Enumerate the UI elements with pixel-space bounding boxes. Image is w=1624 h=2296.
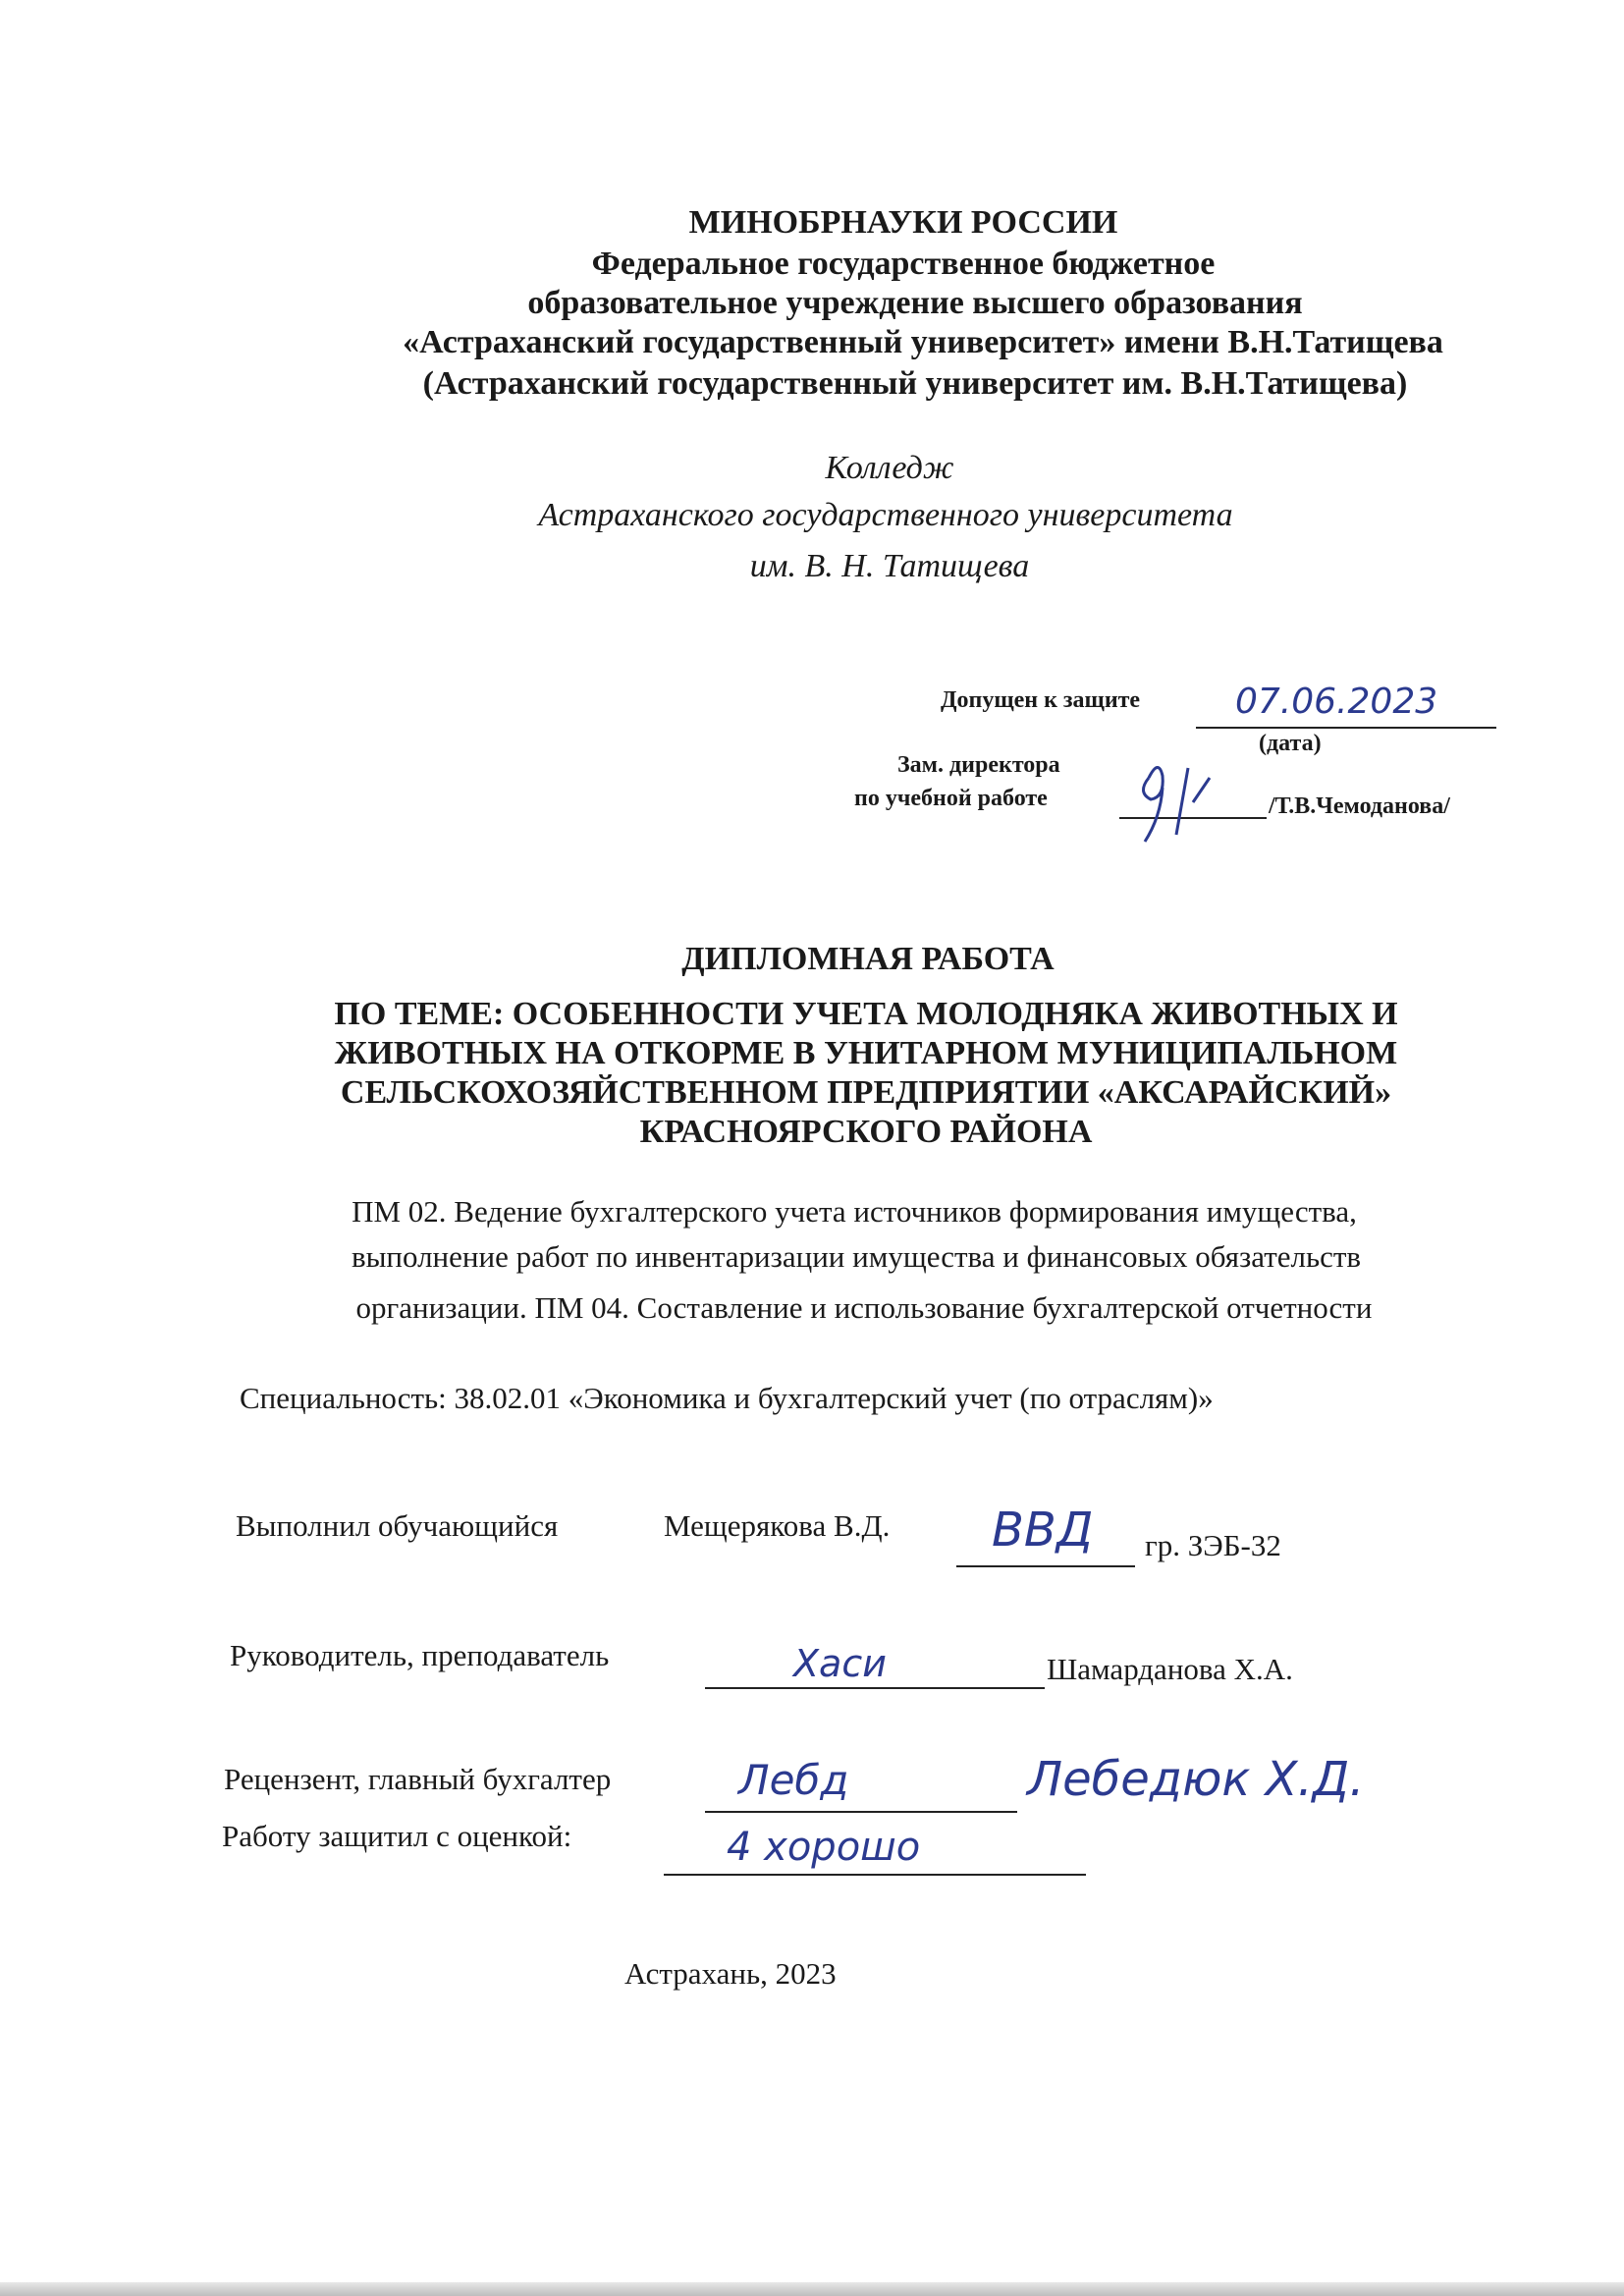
supervisor-name: Шамарданова Х.А. <box>1047 1652 1293 1686</box>
reviewer-handwritten-name: Лебедюк Х.Д. <box>1027 1752 1365 1807</box>
ministry-name: МИНОБРНАУКИ РОССИИ <box>688 204 1118 241</box>
topic-line-2: ЖИВОТНЫХ НА ОТКОРМЕ В УНИТАРНОМ МУНИЦИПАЛЬНОМ <box>334 1035 1398 1071</box>
org-line-3: «Астраханский государственный университет» имени В.Н.Татищева <box>403 324 1443 360</box>
pm-line-1: ПМ 02. Ведение бухгалтерского учета источников формирования имущества, <box>352 1194 1357 1229</box>
date-caption: (дата) <box>1259 731 1322 756</box>
specialty: Специальность: 38.02.01 «Экономика и бухгалтерский учет (по отраслям)» <box>240 1381 1214 1415</box>
topic-line-1: ПО ТЕМЕ: ОСОБЕННОСТИ УЧЕТА МОЛОДНЯКА ЖИВОТНЫХ И <box>334 996 1398 1032</box>
deputy-name: /Т.В.Чемоданова/ <box>1269 793 1450 819</box>
defended-label: Работу защитил с оценкой: <box>222 1819 572 1853</box>
org-line-4: (Астраханский государственный университет им. В.Н.Татищева) <box>422 365 1408 402</box>
grade-line <box>664 1874 1086 1876</box>
reviewer-signature: Лебд <box>738 1756 849 1804</box>
deputy-line-1: Зам. директора <box>897 752 1060 778</box>
topic-line-3: СЕЛЬСКОХОЗЯЙСТВЕННОМ ПРЕДПРИЯТИИ «АКСАРАЙСКИЙ» <box>340 1074 1392 1111</box>
topic-line-4: КРАСНОЯРСКОГО РАЙОНА <box>639 1114 1093 1150</box>
student-label: Выполнил обучающийся <box>236 1508 559 1543</box>
student-sign-line <box>956 1565 1135 1567</box>
reviewer-label: Рецензент, главный бухгалтер <box>224 1762 612 1796</box>
pm-line-2: выполнение работ по инвентаризации имущества и финансовых обязательств <box>351 1239 1362 1274</box>
student-signature: ВВД <box>992 1503 1094 1558</box>
admitted-label: Допущен к защите <box>941 687 1141 713</box>
deputy-signature <box>1119 748 1237 847</box>
scan-bottom-edge <box>0 2282 1624 2296</box>
supervisor-label: Руководитель, преподаватель <box>230 1638 610 1672</box>
student-group: гр. ЗЭБ-32 <box>1145 1528 1281 1562</box>
pm-line-3: организации. ПМ 04. Составление и использование бухгалтерской отчетности <box>355 1290 1373 1325</box>
city-year: Астрахань, 2023 <box>624 1956 837 1991</box>
supervisor-sign-line <box>705 1687 1045 1689</box>
college-line-3: им. В. Н. Татищева <box>749 548 1030 584</box>
college-line-2: Астраханского государственного университета <box>538 497 1233 533</box>
org-line-2: образовательное учреждение высшего образования <box>527 285 1303 321</box>
college-line-1: Колледж <box>825 450 954 486</box>
org-line-1: Федеральное государственное бюджетное <box>591 246 1216 282</box>
admitted-date-line <box>1196 727 1496 729</box>
reviewer-sign-line <box>705 1811 1017 1813</box>
work-type: ДИПЛОМНАЯ РАБОТА <box>681 941 1055 977</box>
grade-handwritten: 4 хорошо <box>727 1825 921 1870</box>
student-name: Мещерякова В.Д. <box>664 1508 891 1543</box>
admitted-date-handwritten: 07.06.2023 <box>1235 682 1438 722</box>
supervisor-signature: Хаси <box>793 1642 887 1685</box>
deputy-line-2: по учебной работе <box>854 786 1048 811</box>
